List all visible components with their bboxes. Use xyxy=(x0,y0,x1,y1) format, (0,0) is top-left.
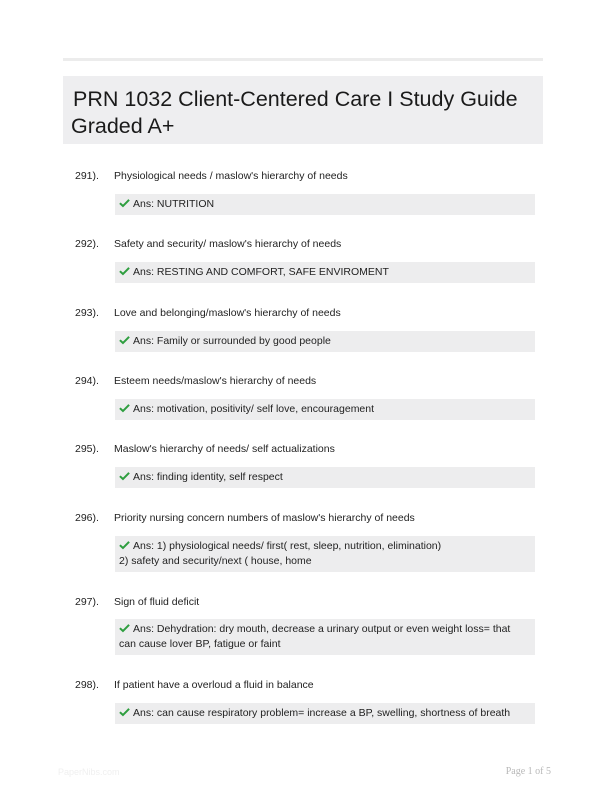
answer-text-line-2: can cause lover BP, fatigue or faint xyxy=(119,638,281,650)
question-number: 298). xyxy=(75,679,99,691)
check-icon xyxy=(119,707,130,717)
answer-text: Ans: NUTRITION xyxy=(133,198,215,210)
question-text: Priority nursing concern numbers of maslow's hierarchy of needs xyxy=(114,512,415,524)
answer-box xyxy=(115,331,535,352)
page-indicator: Page 1 of 5 xyxy=(505,766,551,777)
check-icon xyxy=(119,266,130,276)
answer-box xyxy=(115,536,535,572)
answer-box xyxy=(115,262,535,283)
question-text: Sign of fluid deficit xyxy=(114,596,200,608)
answer-box xyxy=(115,399,535,420)
question-number: 294). xyxy=(75,375,99,387)
question-number: 293). xyxy=(75,307,99,319)
check-icon xyxy=(119,540,130,550)
answer-box xyxy=(115,703,535,724)
answer-text: Ans: Family or surrounded by good people xyxy=(133,335,331,347)
page-title-line-2: Graded A+ xyxy=(71,114,175,138)
question-text: Physiological needs / maslow's hierarchy of needs xyxy=(114,170,348,182)
question-number: 291). xyxy=(75,170,99,182)
answer-text-line-2: 2) safety and security/next ( house, home xyxy=(119,555,312,567)
check-icon xyxy=(119,403,130,413)
answer-text-line-1: Ans: 1) physiological needs/ first( rest, sleep, nutrition, elimination) xyxy=(133,540,442,552)
answer-text: Ans: motivation, positivity/ self love, encouragement xyxy=(133,403,375,415)
answer-box xyxy=(115,467,535,488)
answer-text: Ans: finding identity, self respect xyxy=(133,471,283,483)
question-number: 296). xyxy=(75,512,99,524)
question-text: Maslow's hierarchy of needs/ self actualizations xyxy=(114,443,335,455)
page-title-line-1: PRN 1032 Client-Centered Care I Study Guide xyxy=(73,87,518,111)
check-icon xyxy=(119,623,130,633)
top-divider xyxy=(63,58,543,61)
question-number: 292). xyxy=(75,238,99,250)
check-icon xyxy=(119,198,130,208)
question-text: Esteem needs/maslow's hierarchy of needs xyxy=(114,375,317,387)
title-box xyxy=(63,76,543,144)
question-text: Safety and security/ maslow's hierarchy of needs xyxy=(114,238,342,250)
check-icon xyxy=(119,335,130,345)
footer-watermark: PaperNibs.com xyxy=(58,767,120,777)
question-text: If patient have a overloud a fluid in balance xyxy=(114,679,314,691)
page-title xyxy=(71,86,535,140)
answer-text: Ans: can cause respiratory problem= increase a BP, swelling, shortness of breath xyxy=(133,707,511,719)
question-number: 295). xyxy=(75,443,99,455)
question-number: 297). xyxy=(75,596,99,608)
answer-box xyxy=(115,194,535,215)
answer-text-line-1: Ans: Dehydration: dry mouth, decrease a urinary output or even weight loss= that xyxy=(133,623,511,635)
answer-box xyxy=(115,619,535,655)
question-text: Love and belonging/maslow's hierarchy of needs xyxy=(114,307,341,319)
check-icon xyxy=(119,471,130,481)
answer-text: Ans: RESTING AND COMFORT, SAFE ENVIROMENT xyxy=(133,266,389,278)
